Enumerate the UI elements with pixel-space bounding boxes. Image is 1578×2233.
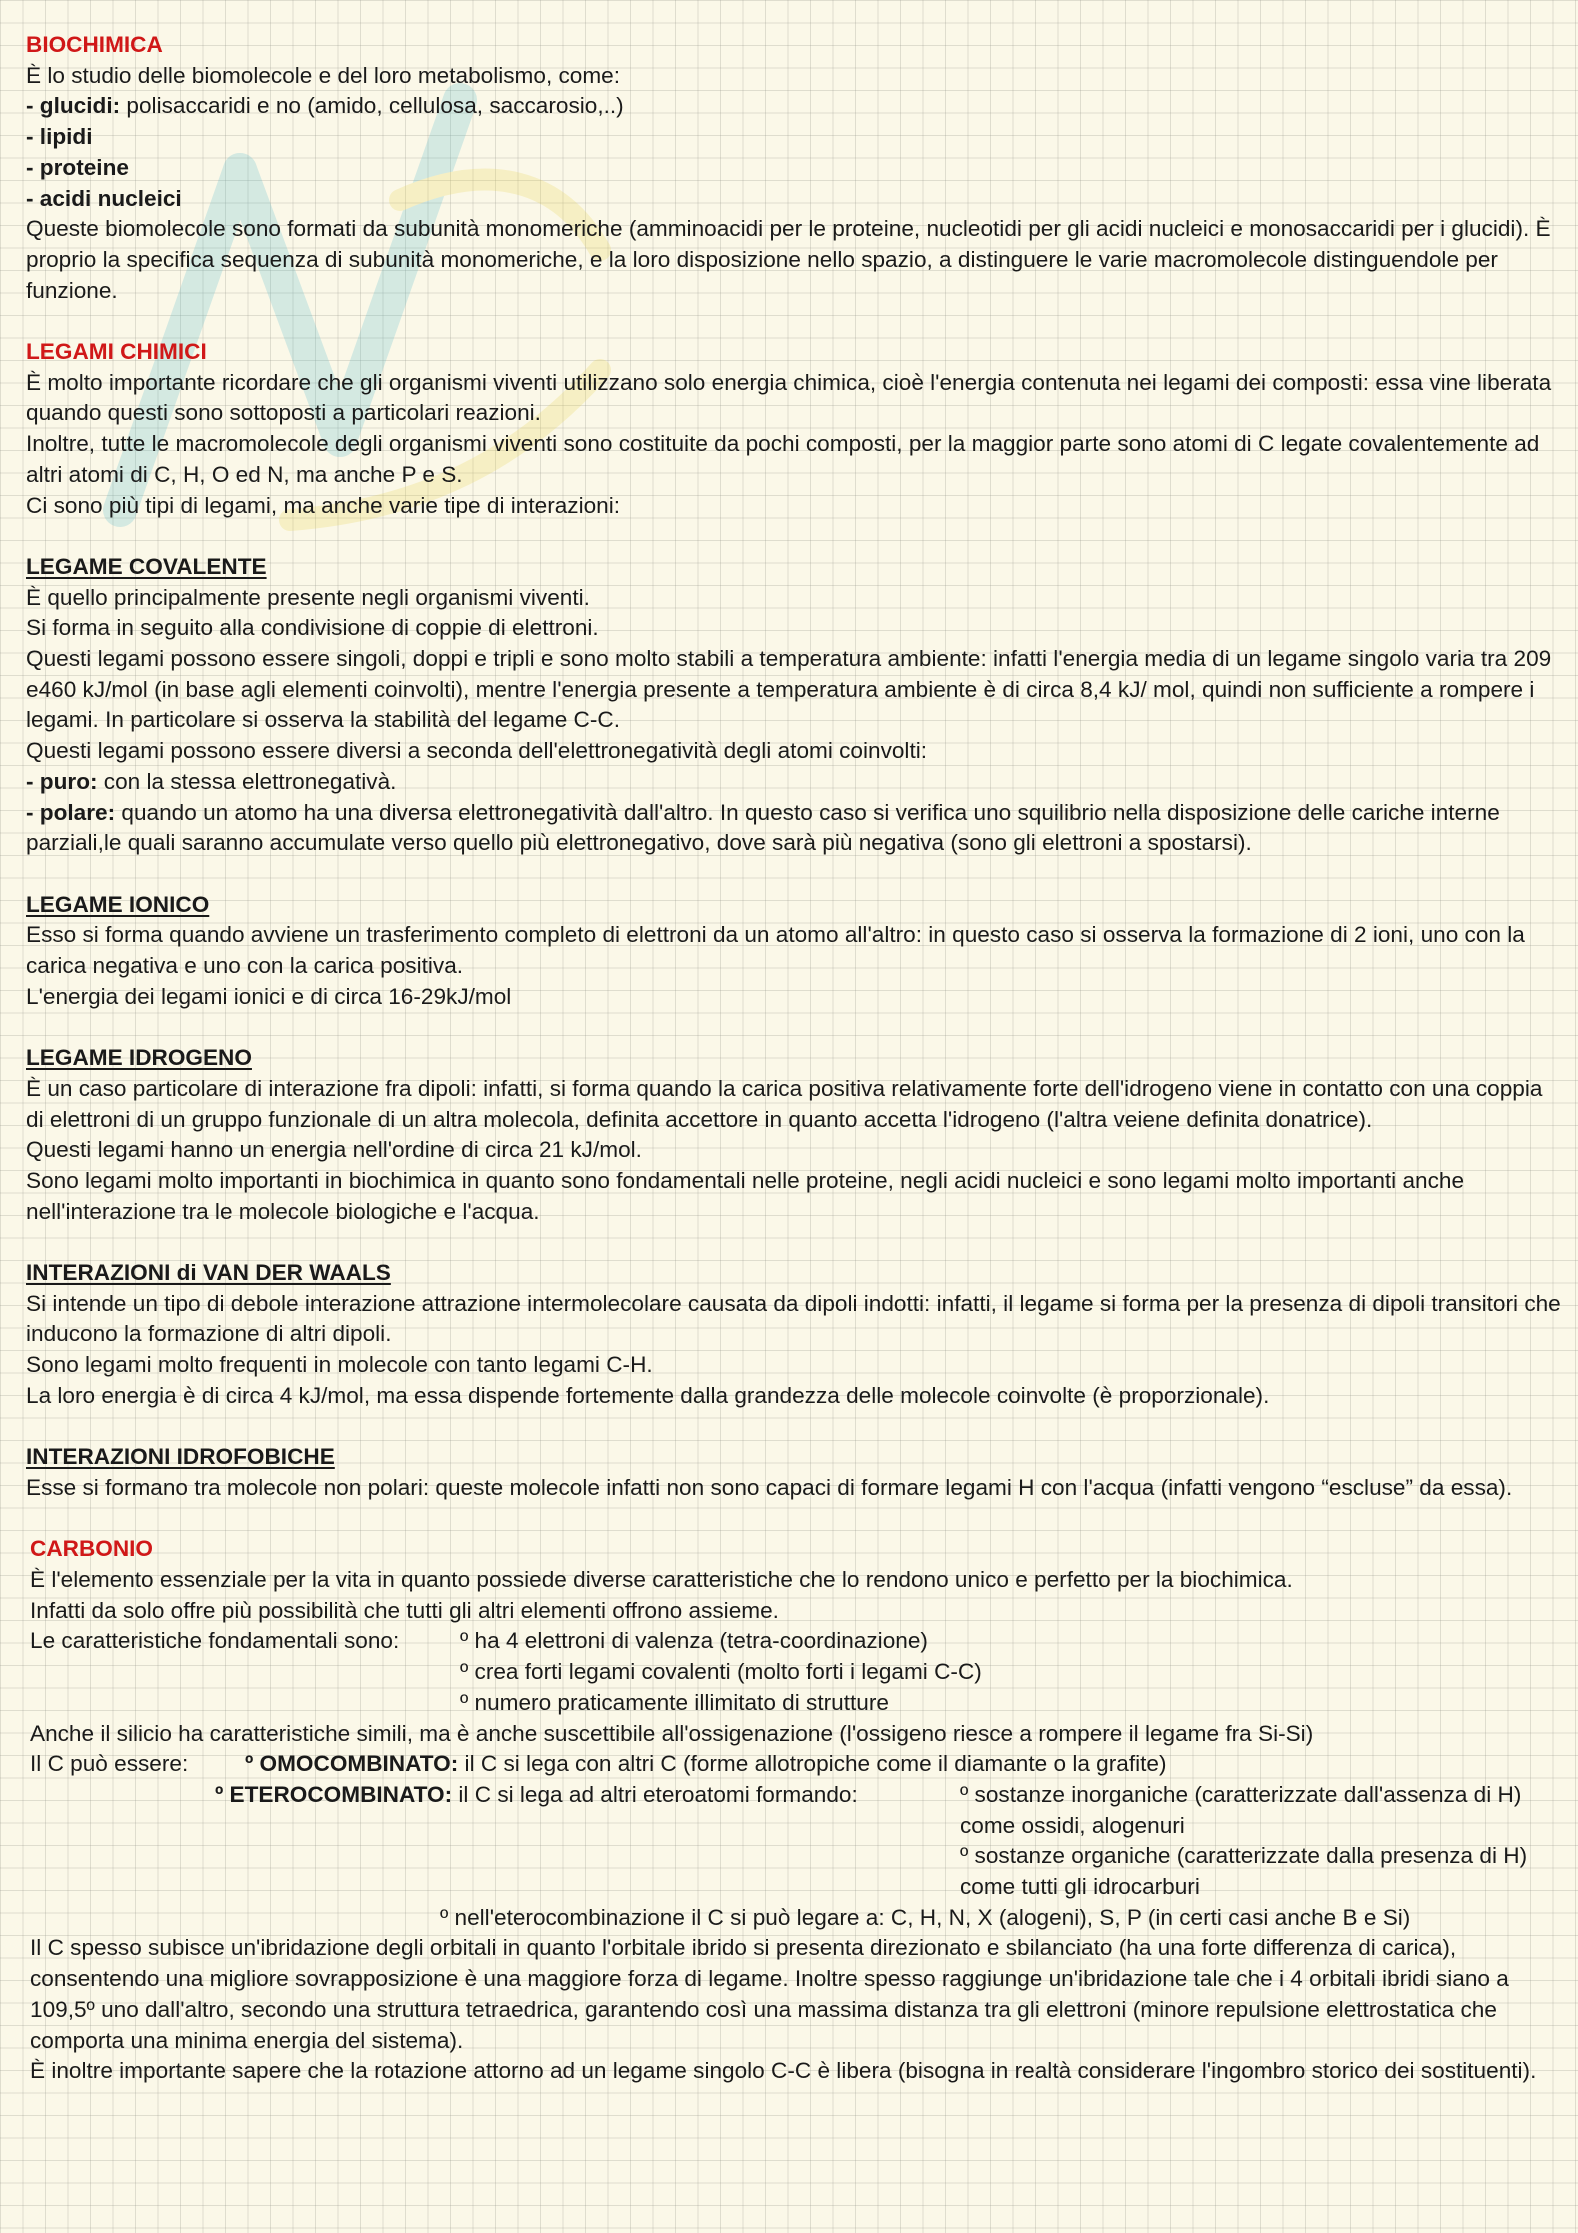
combinazione-list (30, 1749, 1561, 1780)
paragraph: Ci sono più tipi di legami, ma anche varie tipe di interazioni: (26, 492, 621, 518)
paragraph: Si forma in seguito alla condivisione di coppie di elettroni. (26, 615, 599, 641)
section-title-legami-chimici: LEGAMI CHIMICI (26, 339, 207, 365)
section-title-legame-ionico: LEGAME IONICO (26, 891, 210, 917)
list-item: º nell'eterocombinazione il C si può legare a: C, H, N, X (alogeni), S, P (in certi casi anche B e Si) (440, 1904, 1411, 1930)
paragraph: La loro energia è di circa 4 kJ/mol, ma essa dispende fortemente dalla grandezza delle molecole coinvolte (è proporzionale). (26, 1382, 1270, 1408)
list-item: º ha 4 elettroni di valenza (tetra-coordinazione) (460, 1628, 928, 1654)
paragraph: È molto importante ricordare che gli organismi viventi utilizzano solo energia chimica, cioè l'energia contenuta nei legami dei composti: essa vine liberata quando questi sono sottoposti a particolari reazioni. (26, 369, 1552, 426)
list-item: º ETEROCOMBINATO: il C si lega ad altri eteroatomi formando: (215, 1781, 858, 1807)
list-item: - lipidi (26, 124, 93, 150)
paragraph: È un caso particolare di interazione fra dipoli: infatti, si forma quando la carica positiva relativamente forte dell'idrogeno viene in contatto con una coppia di elettroni di un gruppo funzionale di un altra molecola, definita accettore in quanto accetta l'idrogeno (l'altra veiene definita donatrice). (26, 1075, 1543, 1132)
paragraph: Esse si formano tra molecole non polari: queste molecole infatti non sono capaci di formare legami H con l'acqua (infatti vengono “escluse” da essa). (26, 1474, 1513, 1500)
list-item: º crea forti legami covalenti (molto forti i legami C-C) (460, 1659, 982, 1685)
paragraph: Sono legami molto frequenti in molecole con tanto legami C-H. (26, 1352, 653, 1378)
section-title-idrofobiche: INTERAZIONI IDROFOBICHE (26, 1444, 335, 1470)
list-item: - proteine (26, 154, 129, 180)
combinazione-label: Il C può essere: (30, 1751, 189, 1777)
document-body (26, 30, 1561, 2087)
paragraph: L'energia dei legami ionici e di circa 16-29kJ/mol (26, 983, 512, 1009)
paragraph: Anche il silicio ha caratteristiche simili, ma è anche suscettibile all'ossigenazione (l'ossigeno riesce a rompere il legame fra Si-Si) (30, 1720, 1314, 1746)
caratteristiche-list (30, 1626, 1561, 1718)
paragraph: È inoltre importante sapere che la rotazione attorno ad un legame singolo C-C è libera (bisogna in realtà considerare l'ingombro storico dei sostituenti). (30, 2058, 1537, 2084)
paragraph: Questi legami hanno un energia nell'ordine di circa 21 kJ/mol. (26, 1137, 642, 1163)
list-item: - polare: quando un atomo ha una diversa elettronegatività dall'altro. In questo caso si verifica uno squilibrio nella disposizione delle cariche interne parziali,le quali saranno accumulate verso quello più elettronegativo, dove sarà più negativa (sono gli elettroni a spostarsi). (26, 799, 1500, 856)
paragraph: Infatti da solo offre più possibilità che tutti gli altri elementi offrono assieme. (30, 1597, 779, 1623)
list-item: º OMOCOMBINATO: il C si lega con altri C (forme allotropiche come il diamante o la grafite) (245, 1751, 1167, 1777)
paragraph: È quello principalmente presente negli organismi viventi. (26, 584, 590, 610)
eterocombinato-block (30, 1780, 1561, 1903)
paragraph: È l'elemento essenziale per la vita in quanto possiede diverse caratteristiche che lo rendono unico e perfetto per la biochimica. (30, 1567, 1293, 1593)
section-title-legame-covalente: LEGAME COVALENTE (26, 553, 267, 579)
paragraph: Esso si forma quando avviene un trasferimento completo di elettroni da un atomo all'altro: in questo caso si osserva la formazione di 2 ioni, uno con la carica negativa e uno con la carica positiva. (26, 922, 1525, 979)
section-title-carbonio: CARBONIO (30, 1536, 154, 1562)
paragraph: Queste biomolecole sono formati da subunità monomeriche (amminoacidi per le proteine, nucleotidi per gli acidi nucleici e monosaccaridi per i glucidi). È proprio la specifica sequenza di subunità monomeriche, e la loro disposizione nello spazio, a distinguere le varie macromolecole distinguendole per funzione. (26, 216, 1551, 303)
paragraph: Questi legami possono essere diversi a seconda dell'elettronegatività degli atomi coinvolti: (26, 738, 928, 764)
list-item: º numero praticamente illimitato di strutture (460, 1689, 889, 1715)
paragraph: Il C spesso subisce un'ibridazione degli orbitali in quanto l'orbitale ibrido si presenta direzionato e sbilanciato (ha una forte differenza di carica), consentendo una migliore sovrapposizione è una maggiore forza di legame. Inoltre spesso raggiunge un'ibridazione tale che i 4 orbitali ibridi siano a 109,5º uno dall'altro, secondo una struttura tetraedrica, garantendo così una massima distanza tra gli elettroni (minore repulsione elettrostatica che comporta una minima energia del sistema). (30, 1935, 1509, 2053)
section-title-van-der-waals: INTERAZIONI di VAN DER WAALS (26, 1260, 391, 1286)
paragraph: Questi legami possono essere singoli, doppi e tripli e sono molto stabili a temperatura ambiente: infatti l'energia media di un legame singolo varia tra 209 e460 kJ/mol (in base agli elementi coinvolti), mentre l'energia presente a temperatura ambiente è di circa 8,4 kJ/ mol, quindi non sufficiente a rompere i legami. In particolare si osserva la stabilità del legame C-C. (26, 646, 1552, 733)
section-carbonio (26, 1534, 1561, 2087)
section-title-biochimica: BIOCHIMICA (26, 32, 163, 57)
caratteristiche-label: Le caratteristiche fondamentali sono: (30, 1628, 400, 1654)
biochimica-intro: È lo studio delle biomolecole e del loro metabolismo, come: (26, 62, 621, 88)
list-item: - puro: con la stessa elettronegativà. (26, 768, 397, 794)
list-item: - glucidi: polisaccaridi e no (amido, cellulosa, saccarosio,..) (26, 93, 624, 119)
list-item: - acidi nucleici (26, 185, 182, 211)
list-item: º sostanze inorganiche (caratterizzate dall'assenza di H) come ossidi, alogenuri (960, 1781, 1522, 1838)
paragraph: Si intende un tipo di debole interazione attrazione intermolecolare causata da dipoli indotti: infatti, il legame si forma per la presenza di dipoli transitori che inducono la formazione di altri dipoli. (26, 1290, 1561, 1347)
section-title-legame-idrogeno: LEGAME IDROGENO (26, 1045, 252, 1071)
paragraph: Inoltre, tutte le macromolecole degli organismi viventi sono costituite da pochi composti, per la maggior parte sono atomi di C legate covalentemente ad altri atomi di C, H, O ed N, ma anche P e S. (26, 431, 1540, 487)
list-item: º sostanze organiche (caratterizzate dalla presenza di H) come tutti gli idrocarburi (960, 1843, 1528, 1900)
paragraph: Sono legami molto importanti in biochimica in quanto sono fondamentali nelle proteine, negli acidi nucleici e sono legami molto importanti anche nell'interazione tra le molecole biologiche e l'acqua. (26, 1167, 1465, 1224)
